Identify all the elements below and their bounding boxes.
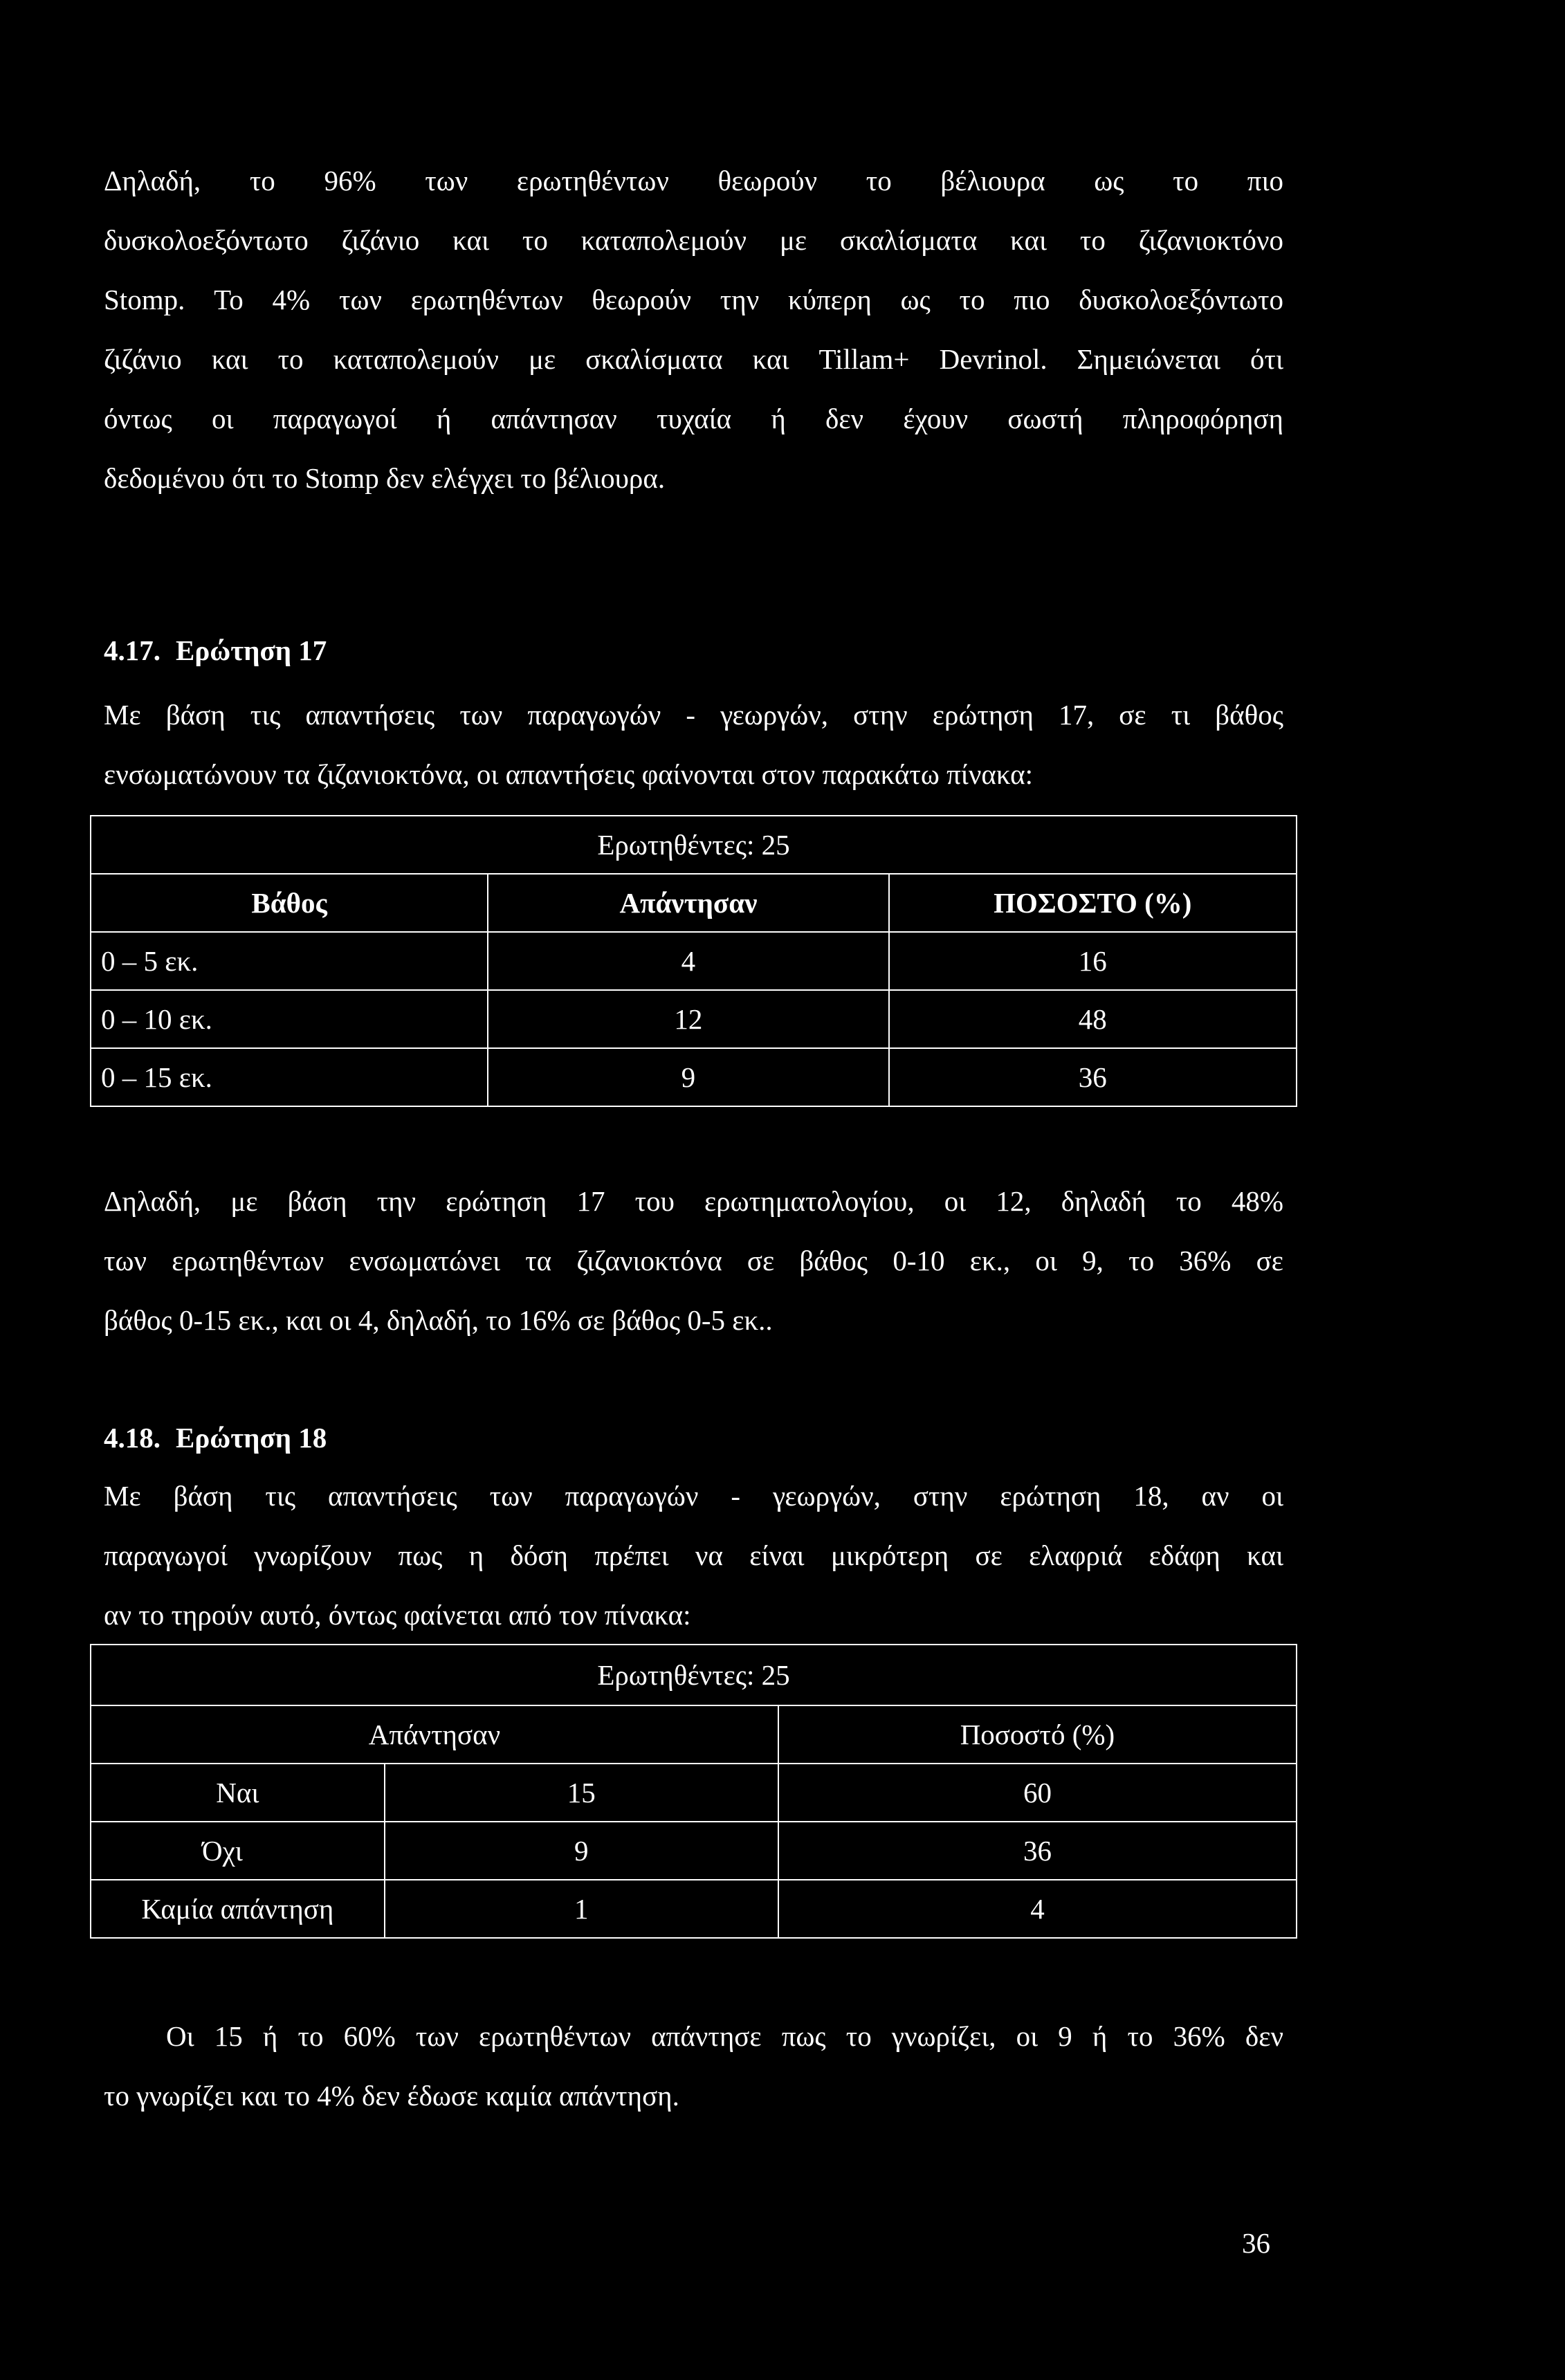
column-header-answered: Απάντησαν xyxy=(488,874,888,932)
table-cell: Όχι xyxy=(91,1822,385,1880)
section-17-summary xyxy=(104,1171,1283,1350)
intro-line: όντως οι παραγωγοί ή απάντησαν τυχαία ή δεν έχουν σωστή πληροφόρηση xyxy=(104,403,1283,434)
intro-line: δεδομένου ότι το Stomp δεν ελέγχει το βέλιουρα. xyxy=(104,462,666,494)
column-header-percentage: Ποσοστό (%) xyxy=(778,1705,1297,1764)
section-18-intro xyxy=(104,1466,1283,1645)
dose-awareness-table xyxy=(90,1644,1297,1939)
section-17-summary-line: των ερωτηθέντων ενσωματώνει τα ζιζανιοκτόνα σε βάθος 0-10 εκ., οι 9, το 36% σε xyxy=(104,1245,1283,1276)
table-cell: 0 – 10 εκ. xyxy=(91,990,488,1048)
section-17-summary-line: βάθος 0-15 εκ., και οι 4, δηλαδή, το 16% σε βάθος 0-5 εκ.. xyxy=(104,1304,773,1336)
table-cell: Καμία απάντηση xyxy=(91,1880,385,1938)
table-row xyxy=(91,990,1297,1048)
table-cell: Ναι xyxy=(91,1764,385,1822)
table-caption-row xyxy=(91,816,1297,874)
table-header-row xyxy=(91,874,1297,932)
table-caption: Ερωτηθέντες: 25 xyxy=(91,816,1297,874)
table-cell: 0 – 15 εκ. xyxy=(91,1048,488,1106)
section-18-intro-line: Με βάση τις απαντήσεις των παραγωγών - γεωργών, στην ερώτηση 18, αν οι xyxy=(104,1480,1283,1512)
section-17-title: Ερώτηση 17 xyxy=(176,634,327,666)
section-18-intro-line: αν το τηρούν αυτό, όντως φαίνεται από τον πίνακα: xyxy=(104,1599,691,1631)
table-row xyxy=(91,1880,1297,1938)
table-cell: 60 xyxy=(778,1764,1297,1822)
intro-paragraph xyxy=(104,151,1283,508)
table-cell: 1 xyxy=(385,1880,778,1938)
section-18-heading xyxy=(104,1417,327,1458)
column-header-answered: Απάντησαν xyxy=(91,1705,778,1764)
table-cell: 4 xyxy=(488,932,888,990)
table-caption: Ερωτηθέντες: 25 xyxy=(91,1645,1297,1705)
table-cell: 36 xyxy=(778,1822,1297,1880)
section-17-intro-line: Με βάση τις απαντήσεις των παραγωγών - γεωργών, στην ερώτηση 17, σε τι βάθος xyxy=(104,699,1283,731)
table-cell: 0 – 5 εκ. xyxy=(91,932,488,990)
intro-line: Δηλαδή, το 96% των ερωτηθέντων θεωρούν το βέλιουρα ως το πιο xyxy=(104,165,1283,196)
section-18-summary xyxy=(104,2006,1283,2125)
table-cell: 9 xyxy=(385,1822,778,1880)
intro-line: δυσκολοεξόντωτο ζιζάνιο και το καταπολεμούν με σκαλίσματα και το ζιζανιοκτόνο xyxy=(104,224,1283,256)
page-number: 36 xyxy=(1242,2227,1270,2259)
column-header-percentage: ΠΟΣΟΣΤΟ (%) xyxy=(889,874,1297,932)
table-row xyxy=(91,1048,1297,1106)
table-row xyxy=(91,1764,1297,1822)
section-18-summary-line: το γνωρίζει και το 4% δεν έδωσε καμία απάντηση. xyxy=(104,2080,679,2112)
table-caption-row xyxy=(91,1645,1297,1705)
intro-line: ζιζάνιο και το καταπολεμούν με σκαλίσματα και Tillam+ Devrinol. Σημειώνεται ότι xyxy=(104,343,1283,375)
intro-line: Stomp. Το 4% των ερωτηθέντων θεωρούν την κύπερη ως το πιο δυσκολοεξόντωτο xyxy=(104,284,1283,315)
column-header-depth: Βάθος xyxy=(91,874,488,932)
section-17-number: 4.17. xyxy=(104,634,161,666)
table-cell: 9 xyxy=(488,1048,888,1106)
table-cell: 36 xyxy=(889,1048,1297,1106)
section-18-number: 4.18. xyxy=(104,1422,161,1454)
section-17-heading xyxy=(104,630,327,671)
depth-table xyxy=(90,815,1297,1107)
table-cell: 16 xyxy=(889,932,1297,990)
section-17-intro-line: ενσωματώνουν τα ζιζανιοκτόνα, οι απαντήσεις φαίνονται στον παρακάτω πίνακα: xyxy=(104,758,1034,790)
table-row xyxy=(91,932,1297,990)
section-18-title: Ερώτηση 18 xyxy=(176,1422,327,1454)
table-cell: 15 xyxy=(385,1764,778,1822)
table-cell: 48 xyxy=(889,990,1297,1048)
table-header-row xyxy=(91,1705,1297,1764)
section-17-summary-line: Δηλαδή, με βάση την ερώτηση 17 του ερωτηματολογίου, οι 12, δηλαδή το 48% xyxy=(104,1185,1283,1217)
section-17-intro xyxy=(104,685,1283,804)
table-cell: 4 xyxy=(778,1880,1297,1938)
section-18-summary-line: Οι 15 ή το 60% των ερωτηθέντων απάντησε πως το γνωρίζει, οι 9 ή το 36% δεν xyxy=(166,2020,1283,2052)
section-18-intro-line: παραγωγοί γνωρίζουν πως η δόση πρέπει να είναι μικρότερη σε ελαφριά εδάφη και xyxy=(104,1539,1283,1571)
table-cell: 12 xyxy=(488,990,888,1048)
table-row xyxy=(91,1822,1297,1880)
